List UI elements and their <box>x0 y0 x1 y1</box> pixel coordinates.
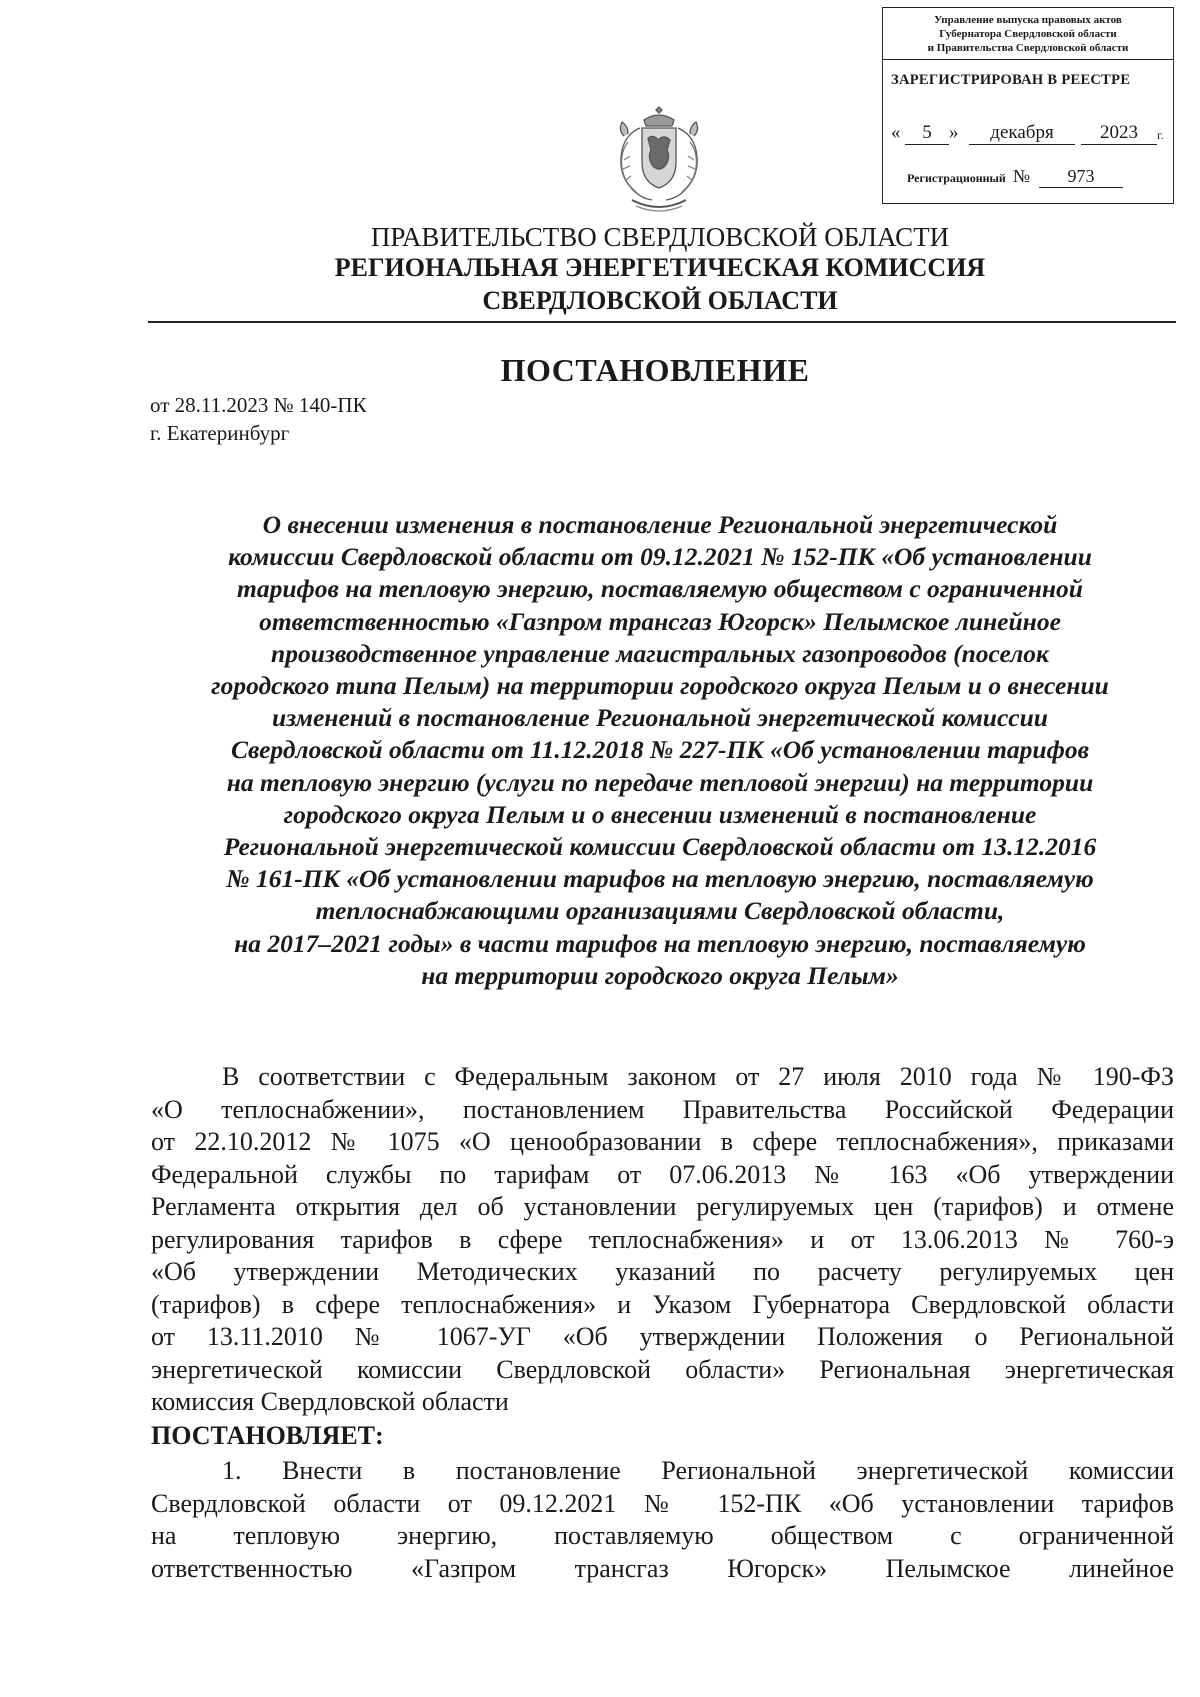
stamp-month: декабря <box>969 122 1075 145</box>
title-line: производственное управление магистральных газопроводов (поселок <box>271 638 1049 668</box>
preamble-line: «О теплоснабжении», постановлением Правительства Российской Федерации <box>151 1094 1174 1124</box>
commission-heading-line1: РЕГИОНАЛЬНАЯ ЭНЕРГЕТИЧЕСКАЯ КОМИССИЯ <box>334 253 986 282</box>
stamp-registered-label: ЗАРЕГИСТРИРОВАН В РЕЕСТРЕ <box>891 72 1131 88</box>
stamp-header-line: и Правительства Свердловской области <box>927 42 1129 54</box>
stamp-reg-label: Регистрационный <box>907 171 1006 185</box>
stamp-open-quote: « <box>891 122 901 143</box>
title-line: на 2017–2021 годы» в части тарифов на тепловую энергию, поставляемую <box>234 928 1086 958</box>
stamp-reg-number: 973 <box>1039 166 1123 188</box>
commission-heading-line2: СВЕРДЛОВСКОЙ ОБЛАСТИ <box>482 286 838 315</box>
title-line: теплоснабжающими организациями Свердловской области, <box>315 896 1005 926</box>
header-divider <box>148 321 1176 323</box>
government-heading: ПРАВИТЕЛЬСТВО СВЕРДЛОВСКОЙ ОБЛАСТИ <box>370 222 950 252</box>
title-line: № 161-ПК «Об установлении тарифов на тепловую энергию, поставляемую <box>226 864 1094 894</box>
stamp-day: 5 <box>905 122 949 145</box>
stamp-reg-number-row <box>907 166 1123 188</box>
title-line: на территории городского округа Пелым» <box>421 960 899 990</box>
preamble-line: Регламента открытия дел об установлении регулируемых цен (тарифов) и отмене <box>151 1192 1174 1221</box>
title-line: О внесении изменения в постановление Региональной энергетической <box>262 510 1058 539</box>
title-line: на тепловую энергию (услуги по передаче тепловой энергии) на территории <box>226 767 1094 797</box>
item-line: ответственностью «Газпром трансгаз Югорск» Пелымское линейное <box>151 1553 1174 1583</box>
preamble-line: (тарифов) в сфере теплоснабжения» и Указом Губернатора Свердловской области <box>151 1289 1174 1319</box>
preamble-line: от 22.10.2012 № 1075 «О ценообразовании в сфере теплоснабжения», приказами <box>151 1127 1174 1156</box>
title-line: городского округа Пелым и о внесении изменений в постановление <box>283 799 1037 829</box>
item-line: на тепловую энергию, поставляемую обществом с ограниченной <box>151 1521 1174 1550</box>
preamble-line: «Об утверждении Методических указаний по расчету регулируемых цен <box>151 1257 1174 1286</box>
document-city: г. Екатеринбург <box>150 421 290 445</box>
registration-stamp <box>882 7 1174 204</box>
preamble-line: комиссия Свердловской области <box>151 1387 509 1416</box>
coat-of-arms-emblem <box>600 106 718 216</box>
document-date-number: от 28.11.2023 № 140-ПК <box>150 393 367 417</box>
document-type-heading: ПОСТАНОВЛЕНИЕ <box>500 352 810 388</box>
title-line: тарифов на тепловую энергию, поставляемую обществом с ограниченной <box>237 574 1083 604</box>
stamp-year-suffix: г. <box>1157 128 1164 142</box>
preamble-line: регулирования тарифов в сфере теплоснабжения» и от 13.06.2013 № 760-э <box>151 1224 1174 1254</box>
stamp-header <box>883 8 1173 60</box>
stamp-header-line: Губернатора Свердловской области <box>939 28 1117 40</box>
title-line: Свердловской области от 11.12.2018 № 227-ПК «Об установлении тарифов <box>231 735 1089 765</box>
title-line: Региональной энергетической комиссии Свердловской области от 13.12.2016 <box>223 832 1097 862</box>
preamble-line: Федеральной службы по тарифам от 07.06.2013 № 163 «Об утверждении <box>151 1159 1174 1189</box>
title-line: изменений в постановление Региональной энергетической комиссии <box>272 703 1048 733</box>
decree-word: ПОСТАНОВЛЯЕТ: <box>151 1421 384 1450</box>
stamp-close-quote: » <box>949 122 959 143</box>
item-line: Свердловской области от 09.12.2021 № 152-ПК «Об установлении тарифов <box>151 1488 1174 1518</box>
document-title <box>145 509 1175 992</box>
item-line: 1. Внести в постановление Региональной энергетической комиссии <box>222 1456 1174 1485</box>
stamp-header-line: Управление выпуска правовых актов <box>934 14 1122 26</box>
stamp-number-sign: № <box>1012 166 1031 186</box>
item-1-paragraph <box>151 1455 1174 1585</box>
stamp-date <box>891 122 1165 146</box>
preamble-line: энергетической комиссии Свердловской области» Региональная энергетическая <box>151 1354 1174 1384</box>
preamble-line: от 13.11.2010 № 1067-УГ «Об утверждении Положения о Региональной <box>151 1322 1174 1351</box>
title-line: городского типа Пелым) на территории городского округа Пелым и о внесении <box>211 671 1109 701</box>
preamble-line: В соответствии с Федеральным законом от 27 июля 2010 года № 190-ФЗ <box>222 1062 1174 1091</box>
title-line: комиссии Свердловской области от 09.12.2021 № 152-ПК «Об установлении <box>228 542 1092 572</box>
preamble-paragraph <box>151 1061 1174 1419</box>
stamp-year: 2023 <box>1081 122 1157 145</box>
title-line: ответственностью «Газпром трансгаз Югорск» Пелымское линейное <box>259 606 1061 636</box>
